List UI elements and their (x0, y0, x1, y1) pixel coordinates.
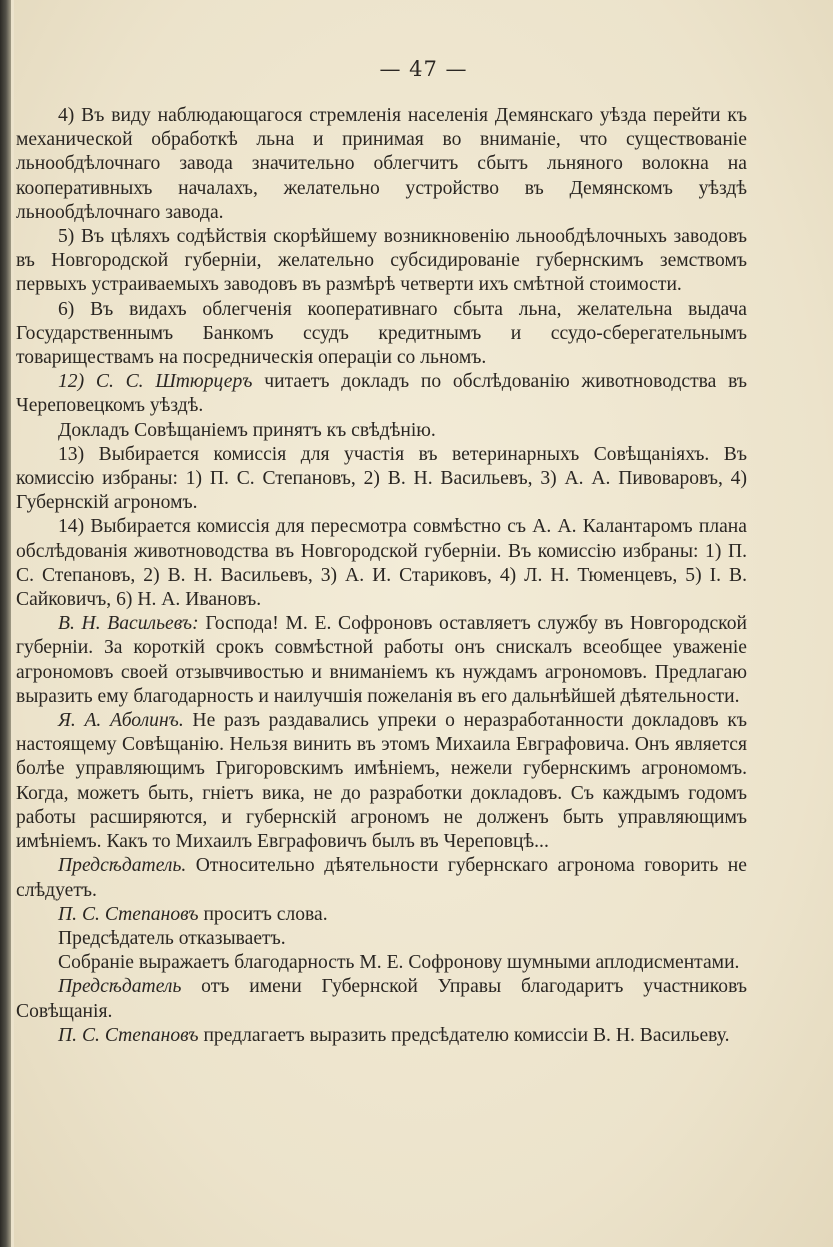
paragraph-text: 14) Выбирается комиссія для пересмотра совмѣстно съ А. А. Калантаромъ плана обслѣдованія животноводства въ Новгородской губерніи. Въ комиссію избраны: 1) П. С. Степановъ, 2) В. Н. Васильевъ, 3) А. И. Стариковъ, 4) Л. Н. Тюменцевъ, 5) І. В. Сайковичъ, 6) Н. А. Ивановъ. (16, 516, 747, 611)
paragraph-text: Не разъ раздавались упреки о неразработанности докладовъ къ настоящему Совѣщанію. Нельзя винить въ этомъ Михаила Евграфовича. Онъ является болѣе управляющимъ Григоровскимъ имѣніемъ, нежели губернскимъ агрономомъ. Когда, можетъ быть, гніетъ вика, не до разработки докладовъ. Съ каждымъ годомъ работы расширяются, и губернскій агрономъ не долженъ быть управляющимъ имѣніемъ. Какъ то Михаилъ Евграфовичъ былъ въ Череповцѣ... (16, 710, 747, 853)
paragraph (16, 903, 747, 927)
paragraph-text: читаетъ докладъ по обслѣдованію животноводства въ Череповецкомъ уѣздѣ. (16, 371, 747, 417)
paragraph-text: 13) Выбирается комиссія для участія въ ветеринарныхъ Совѣщаніяхъ. Въ комиссію избраны: 1) П. С. Степановъ, 2) В. Н. Васильевъ, 3) А. А. Пивоваровъ, 4) Губернскій агрономъ. (16, 443, 747, 514)
speaker: Предсѣдатель (58, 976, 182, 998)
speaker: Предсѣдатель. (58, 855, 187, 877)
paragraph (16, 612, 747, 709)
paragraph (16, 225, 747, 298)
paragraph (16, 927, 747, 951)
paragraph (16, 951, 747, 975)
paragraph (16, 709, 747, 854)
page-number: — 47 — (379, 57, 468, 81)
paragraph-text: Предсѣдатель отказываетъ. (58, 927, 286, 949)
paragraph-text: Докладъ Совѣщаніемъ принятъ къ свѣдѣнію. (58, 419, 436, 441)
paragraph (16, 854, 747, 902)
speaker: Я. А. Аболинъ. (58, 710, 184, 732)
speaker: 12) С. С. Штюрцеръ (58, 371, 253, 393)
paragraph-text: 6) Въ видахъ облегченія кооперативнаго сбыта льна, желательна выдача Государственнымъ Банкомъ ссудъ кредитнымъ и ссудо-сберегательнымъ товариществамъ на посредническія операціи со льномъ. (16, 298, 747, 369)
paragraph (16, 370, 747, 418)
paragraph-text: Собраніе выражаетъ благодарность М. Е. Софронову шумными аплодисментами. (58, 952, 740, 974)
paragraph (16, 975, 747, 1023)
speaker: П. С. Степановъ (58, 903, 199, 925)
paragraph-text: 5) Въ цѣляхъ содѣйствія скорѣйшему возникновенію льнообдѣлочныхъ заводовъ въ Новгородской губерніи, желательно субсидированіе губернскимъ земствомъ первыхъ устраиваемыхъ заводовъ въ размѣрѣ четверти ихъ смѣтной стоимости. (16, 226, 747, 296)
paragraph-text: Относительно дѣятельности губернскаго агронома говорить не слѣдуетъ. (16, 855, 747, 901)
speaker: П. С. Степановъ (58, 1024, 199, 1046)
paragraph (16, 298, 747, 371)
paragraph-text: отъ имени Губернской Управы благодаритъ участниковъ Совѣщанія. (16, 976, 747, 1022)
document-page (14, 0, 833, 1247)
body-text (16, 104, 747, 1048)
paragraph (16, 419, 747, 443)
paragraph-text: проситъ слова. (198, 903, 328, 925)
paragraph (16, 515, 747, 612)
speaker: В. Н. Васильевъ: (58, 613, 199, 635)
paragraph (16, 104, 747, 225)
paragraph-text: предлагаетъ выразить предсѣдателю комиссіи В. Н. Васильеву. (198, 1024, 730, 1046)
paragraph (16, 1024, 747, 1048)
paragraph (16, 443, 747, 516)
paragraph-text: 4) Въ виду наблюдающагося стремленія населенія Демянскаго уѣзда перейти къ механической обработкѣ льна и принимая во вниманіе, что существованіе льнообдѣлочнаго завода значительно облегчитъ сбытъ льняного волокна на кооперативныхъ началахъ, желательно устройство въ Демянскомъ уѣздѣ льнообдѣлочнаго завода. (16, 105, 747, 223)
paragraph-text: Господа! М. Е. Софроновъ оставляетъ службу въ Новгородской губерніи. За короткій срокъ совмѣстной работы онъ снискалъ всеобщее уваженіе агрономовъ своей отзывчивостью и вниманіемъ къ нуждамъ агрономовъ. Предлагаю выразить ему благодарность и наилучшія пожеланія въ его дальнѣйшей дѣятельности. (16, 613, 747, 707)
book-binding-edge (0, 0, 11, 1247)
